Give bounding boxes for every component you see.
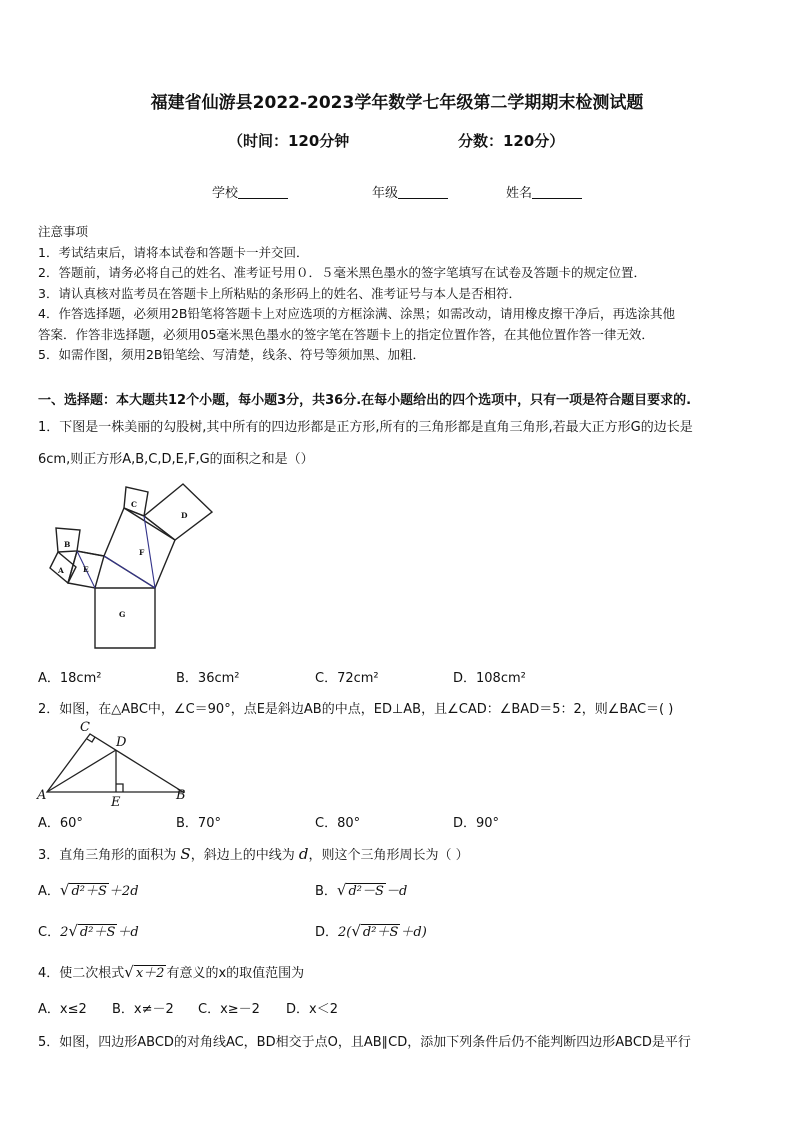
q3-option-c: C．2√ d²＋S ＋d xyxy=(38,922,139,940)
triangle-abc xyxy=(47,734,183,792)
q4-option-d: D．x＜2 xyxy=(286,1002,338,1017)
q4-text: 4．使二次根式√ x＋2 有意义的x的取值范围为 xyxy=(38,963,305,981)
notes-heading: 注意事项 xyxy=(38,224,89,239)
q4-option-a: A．x≤2 xyxy=(38,1002,87,1017)
q2-text: 2．如图，在△ABC中，∠C＝90°，点E是斜边AB的中点，ED⊥AB，且∠CAD：∠BAD＝5：2，则∠BAC＝( ) xyxy=(38,702,674,717)
grade-field: 年级 xyxy=(372,182,448,201)
note-item: 2．答题前，请务必将自己的姓名、准考证号用０．５毫米黑色墨水的签字笔填写在试卷及答题卡的规定位置． xyxy=(38,265,646,280)
q2-option-a: A．60° xyxy=(38,816,83,831)
q1-option-c: C．72cm² xyxy=(315,671,379,686)
label-d: D xyxy=(181,511,188,520)
label-c-vertex: C xyxy=(80,720,90,735)
label-a-vertex: A xyxy=(37,788,47,803)
q3-text: 3．直角三角形的面积为 S，斜边上的中线为 d，则这个三角形周长为（ ） xyxy=(38,845,469,863)
q3-option-b: B．√ d²－S －d xyxy=(315,881,408,899)
q3-option-d: D．2(√ d²＋S ＋d) xyxy=(315,922,427,940)
exam-score: 分数：120分） xyxy=(458,132,565,150)
q2-option-d: D．90° xyxy=(453,816,500,831)
var-s: S xyxy=(180,845,191,863)
exam-title: 福建省仙游县2022-2023学年数学七年级第二学期期末检测试题 xyxy=(150,93,644,113)
q1-line2: 6cm,则正方形A,B,C,D,E,F,G的面积之和是（） xyxy=(38,452,314,467)
q4-option-c: C．x≥－2 xyxy=(198,1002,260,1017)
q1-option-d: D．108cm² xyxy=(453,671,526,686)
label-e: E xyxy=(83,565,89,574)
q5-text: 5．如图，四边形ABCD的对角线AC，BD相交于点O，且AB∥CD，添加下列条件后仍不能判断四边形ABCD是平行 xyxy=(38,1035,691,1050)
q1-line1: 1．下图是一株美丽的勾股树,其中所有的四边形都是正方形,所有的三角形都是直角三角形,若最大正方形G的边长是 xyxy=(38,420,693,435)
note-item: 4．作答选择题，必须用2B铅笔将答题卡上对应选项的方框涂满、涂黑；如需改动，请用橡皮擦干净后，再选涂其他 xyxy=(38,306,675,321)
school-field: 学校 xyxy=(212,182,288,201)
q3-option-a: A．√ d²＋S ＋2d xyxy=(38,881,139,899)
var-d: d xyxy=(298,845,309,863)
label-a: A xyxy=(58,566,64,575)
note-item: 3．请认真核对监考员在答题卡上所粘贴的条形码上的姓名、准考证号与本人是否相符． xyxy=(38,285,521,301)
label-b: B xyxy=(64,540,71,549)
label-e-vertex: E xyxy=(111,795,121,810)
note-item: 1．考试结束后，请将本试卷和答题卡一并交回． xyxy=(38,244,309,260)
q1-option-b: B．36cm² xyxy=(176,671,240,686)
label-c: C xyxy=(131,500,137,509)
q2-option-c: C．80° xyxy=(315,816,361,831)
name-field: 姓名 xyxy=(506,182,582,201)
q2-option-b: B．70° xyxy=(176,816,221,831)
label-b-vertex: B xyxy=(176,788,186,803)
label-f: F xyxy=(139,548,145,557)
label-g: G xyxy=(119,610,126,619)
q4-option-b: B．x≠－2 xyxy=(112,1002,174,1017)
label-d-vertex: D xyxy=(116,735,127,750)
note-item: 5．如需作图，须用2B铅笔绘、写清楚，线条、符号等须加黑、加粗． xyxy=(38,347,425,362)
section-heading: 一、选择题：本大题共12个小题，每小题3分，共36分.在每小题给出的四个选项中，只有一项是符合题目要求的. xyxy=(38,393,692,408)
q1-option-a: A．18cm² xyxy=(38,671,102,686)
note-item: 答案．作答非选择题，必须用05毫米黑色墨水的签字笔在答题卡上的指定位置作答，在其他位置作答一律无效． xyxy=(38,326,654,342)
exam-time: （时间：120分钟 xyxy=(228,132,350,150)
